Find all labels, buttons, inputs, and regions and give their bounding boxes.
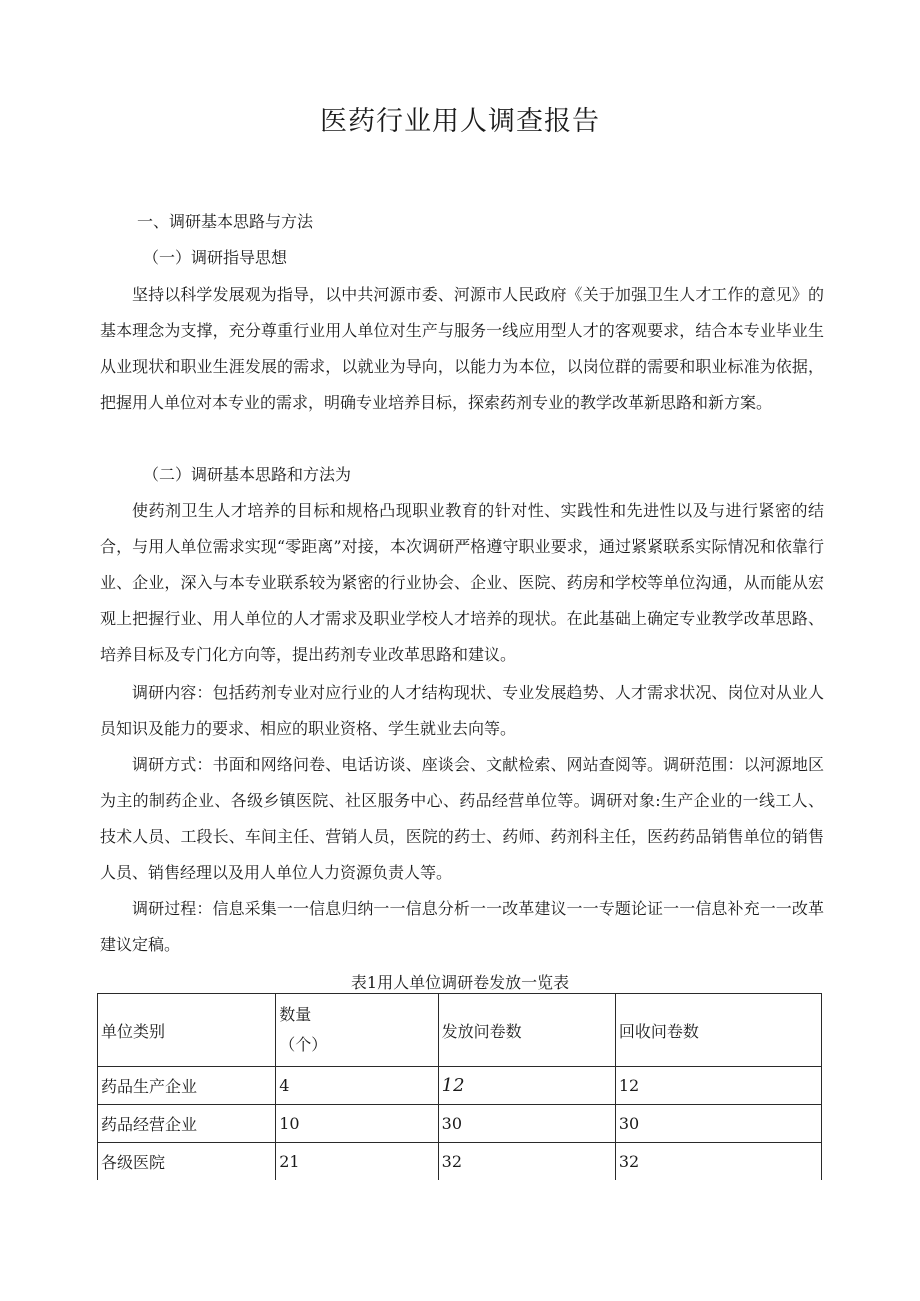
paragraph-approach: 使药剂卫生人才培养的目标和规格凸现职业教育的针对性、实践性和先进性以及与进行紧密的结合，与用人单位需求实现“零距离”对接，本次调研严格遵守职业要求，通过紧紧联系实际情况和依靠行业、企业，深入与本专业联系较为紧密的行业协会、企业、医院、药房和学校等单位沟通，从而能从宏观上把握行业、用人单位的人才需求及职业学校人才培养的现状。在此基础上确定专业教学改革思路、培养目标及专门化方向等，提出药剂专业改革思路和建议。 — [100, 501, 824, 664]
cell-unit-type: 药品经营企业 — [98, 1105, 276, 1143]
paragraph-process: 调研过程：信息采集一一信息归纳一一信息分析一一改革建议一一专题论证一一信息补充一一改革建议定稿。 — [100, 899, 824, 954]
cell-returned: 32 — [615, 1143, 821, 1181]
section-heading-1: 一、调研基本思路与方法 — [137, 212, 314, 231]
subsection-heading-1: （一）调研指导思想 — [143, 248, 288, 267]
cell-issued: 12 — [438, 1067, 615, 1105]
cell-returned: 30 — [615, 1105, 821, 1143]
cell-unit-type: 药品生产企业 — [98, 1067, 276, 1105]
paragraph-content: 调研内容：包括药剂专业对应行业的人才结构现状、专业发展趋势、人才需求状况、岗位对从业人员知识及能力的要求、相应的职业资格、学生就业去向等。 — [100, 683, 824, 738]
table-header-row — [98, 994, 822, 1067]
table-caption: 表1用人单位调研卷发放一览表 — [350, 973, 570, 992]
cell-count: 10 — [276, 1105, 438, 1143]
header-unit-type: 单位类别 — [98, 994, 276, 1067]
paragraph-guiding-principle: 坚持以科学发展观为指导，以中共河源市委、河源市人民政府《关于加强卫生人才工作的意见》的基本理念为支撑，充分尊重行业用人单位对生产与服务一线应用型人才的客观要求，结合本专业毕业生从业现状和职业生涯发展的需求，以就业为导向，以能力为本位，以岗位群的需要和职业标准为依据，把握用人单位对本专业的需求，明确专业培养目标，探索药剂专业的教学改革新思路和新方案。 — [100, 285, 824, 412]
cell-issued: 30 — [438, 1105, 615, 1143]
cell-count: 4 — [276, 1067, 438, 1105]
table-row — [98, 1105, 822, 1143]
header-count — [276, 994, 438, 1067]
header-returned: 回收问卷数 — [615, 994, 821, 1067]
survey-table — [97, 993, 822, 1180]
cell-returned: 12 — [615, 1067, 821, 1105]
paragraph-methods: 调研方式：书面和网络问卷、电话访谈、座谈会、文献检索、网站查阅等。调研范围：以河源地区为主的制药企业、各级乡镇医院、社区服务中心、药品经营单位等。调研对象:生产企业的一线工人、技术人员、工段长、车间主任、营销人员，医院的药士、药师、药剂科主任，医药药品销售单位的销售人员、销售经理以及用人单位人力资源负责人等。 — [100, 755, 824, 882]
document-title: 医药行业用人调查报告 — [320, 106, 600, 137]
table-row — [98, 1143, 822, 1181]
header-count-line2: （个） — [279, 1035, 328, 1054]
cell-count: 21 — [276, 1143, 438, 1181]
header-issued: 发放问卷数 — [438, 994, 615, 1067]
cell-issued: 32 — [438, 1143, 615, 1181]
subsection-heading-2: （二）调研基本思路和方法为 — [143, 465, 352, 484]
cell-unit-type: 各级医院 — [98, 1143, 276, 1181]
table-row — [98, 1067, 822, 1105]
header-count-line1: 数量 — [279, 1005, 312, 1024]
